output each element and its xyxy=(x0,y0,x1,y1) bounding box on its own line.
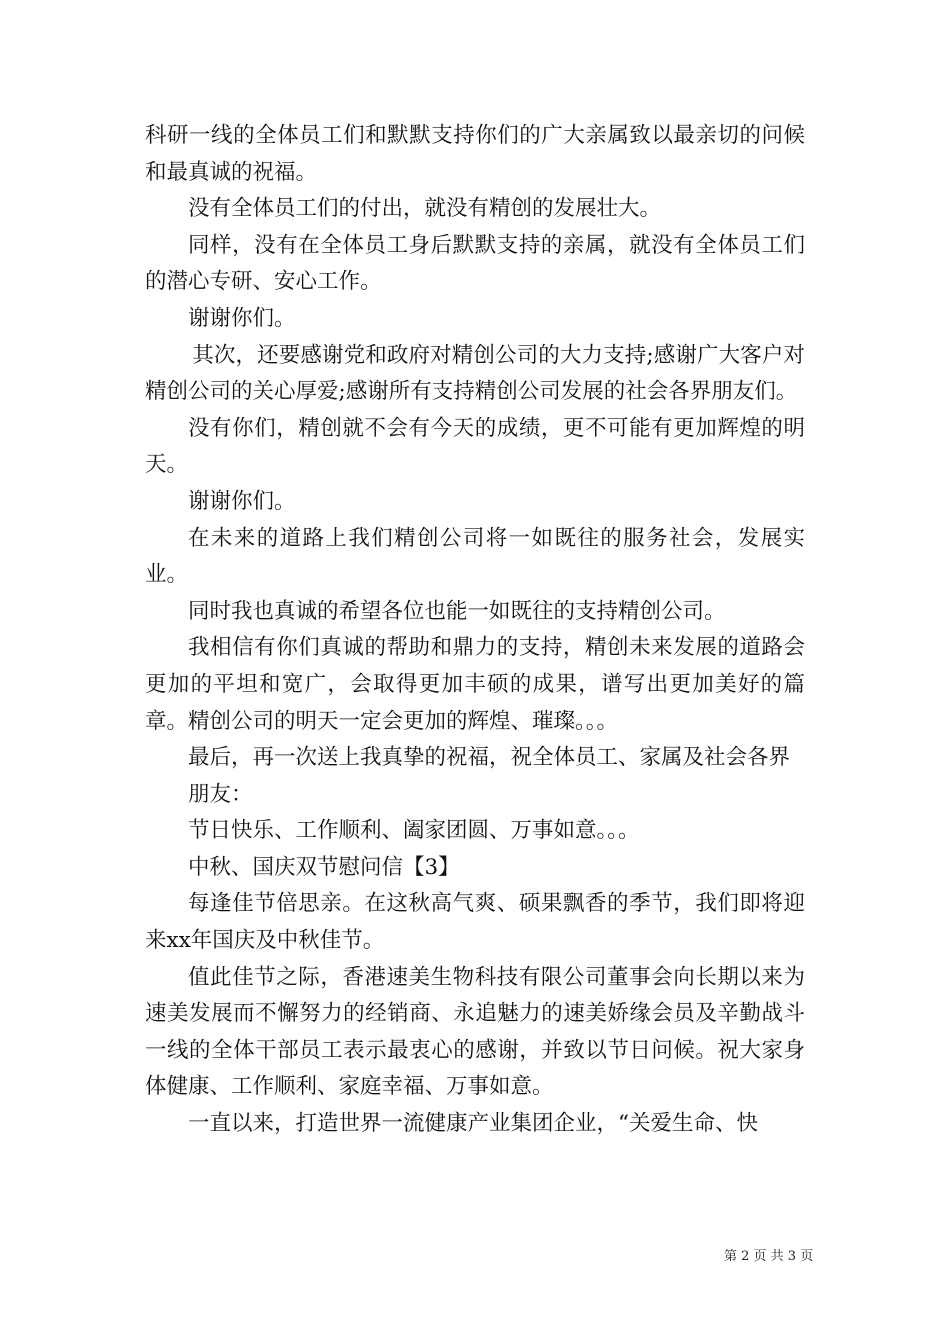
paragraph-greeting-continuation: 科研一线的全体员工们和默默支持你们的广大亲属致以最亲切的问候和最真诚的祝福。 xyxy=(145,123,805,185)
paragraph-thanks-2: 谢谢你们。 xyxy=(188,488,296,514)
paragraph-family-support: 同样，没有在全体员工身后默默支持的亲属，就没有全体员工们的潜心专研、安心工作。 xyxy=(145,232,805,295)
paragraph-staff-effort: 没有全体员工们的付出，就没有精创的发展壮大。 xyxy=(188,196,662,222)
paragraph-board-thanks: 值此佳节之际，香港速美生物科技有限公司董事会向长期以来为速美发展而不懈努力的经销商、永追魅力的速美娇缘会员及辛勤战斗一线的全体干部员工表示最衷心的感谢，并致以节日问候。祝大家身体健康、工作顺利、家庭幸福、万事如意。 xyxy=(145,964,805,1100)
document-body xyxy=(145,118,805,1143)
paragraph-hope-support: 同时我也真诚的希望各位也能一如既往的支持精创公司。 xyxy=(188,598,726,624)
paragraph-friends: 朋友： xyxy=(188,781,253,807)
paragraph-no-you-no-success: 没有你们，精创就不会有今天的成绩，更不可能有更加辉煌的明天。 xyxy=(145,415,805,478)
paragraph-holiday-wishes: 节日快乐、工作顺利、阖家团圆、万事如意。。。 xyxy=(188,818,640,844)
page-number-footer: 第 2 页 共 3 页 xyxy=(724,1249,814,1264)
paragraph-festival-intro: 每逢佳节倍思亲。在这秋高气爽、硕果飘香的季节，我们即将迎来xx年国庆及中秋佳节。 xyxy=(145,891,805,954)
paragraph-thanks-1: 谢谢你们。 xyxy=(188,305,296,331)
paragraph-mission: 一直以来，打造世界一流健康产业集团企业，“关爱生命、快 xyxy=(188,1111,758,1137)
paragraph-believe-future: 我相信有你们真诚的帮助和鼎力的支持，精创未来发展的道路会更加的平坦和宽广，会取得更加丰硕的成果，谱写出更加美好的篇章。精创公司的明天一定会更加的辉煌、璀璨。。。 xyxy=(145,635,805,734)
paragraph-future-road: 在未来的道路上我们精创公司将一如既往的服务社会，发展实业。 xyxy=(145,525,805,588)
paragraph-thanks-government: 其次，还要感谢党和政府对精创公司的大力支持;感谢广大客户对精创公司的关心厚爱;感谢所有支持精创公司发展的社会各界朋友们。 xyxy=(145,342,805,405)
section-heading-letter-3: 中秋、国庆双节慰问信【3】 xyxy=(188,854,460,880)
paragraph-final-wishes: 最后，再一次送上我真挚的祝福，祝全体员工、家属及社会各界 xyxy=(188,745,791,771)
